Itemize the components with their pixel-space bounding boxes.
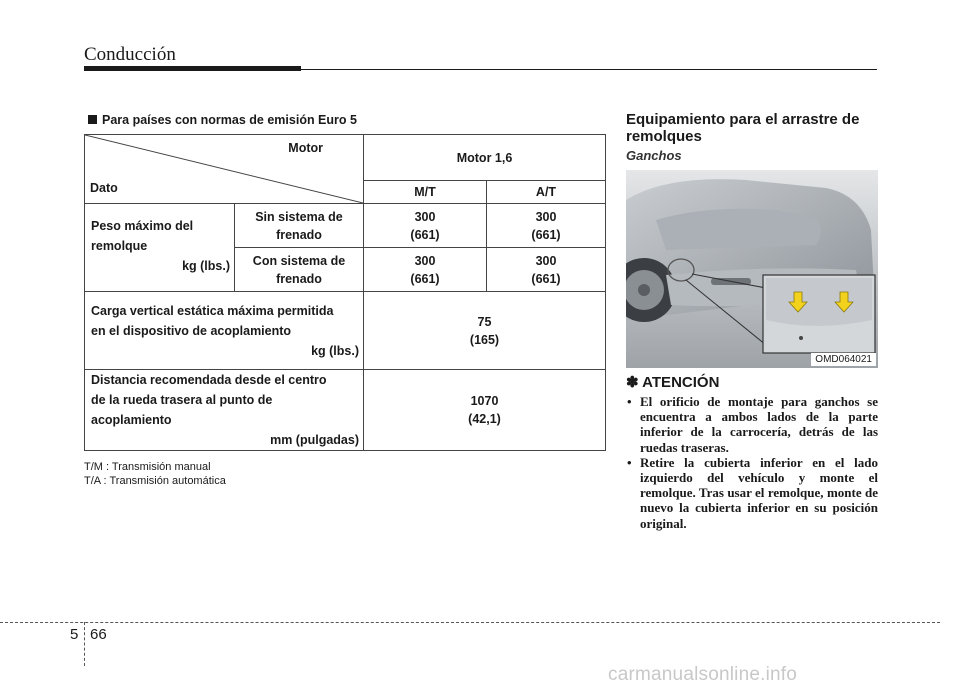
square-bullet-icon xyxy=(88,115,97,124)
braked-line2: frenado xyxy=(276,271,322,286)
title-line1: Equipamiento para el arrastre de xyxy=(626,111,860,128)
unbraked-at-value xyxy=(487,204,606,248)
corner-motor-label: Motor xyxy=(288,141,323,155)
tow-hook-photo xyxy=(626,170,878,368)
note-at: T/A : Transmisión automática xyxy=(84,475,226,487)
unbraked-at-lbs: (661) xyxy=(531,227,561,242)
vertical-line2: en el dispositivo de acoplamiento xyxy=(91,323,292,338)
section-heading xyxy=(88,113,357,127)
photo-caption: OMD064021 xyxy=(811,353,876,366)
corner-dato-label: Dato xyxy=(90,181,118,195)
warning-item: • Retire la cubierta inferior en el lado izquierdo del vehículo y monte el remolque. Tras usar el remolque, monte de nuevo la cubierta inferior en su posición original. xyxy=(626,455,878,531)
col-header-mt: M/T xyxy=(364,181,487,204)
footer-dashed-divider xyxy=(84,622,85,666)
vertical-lbs: (165) xyxy=(469,332,500,347)
page-number: 66 xyxy=(90,626,107,643)
vertical-load-value xyxy=(364,292,606,370)
hooks-subtitle: Ganchos xyxy=(626,148,682,163)
towing-spec-table xyxy=(84,134,606,451)
tow-weight-label xyxy=(85,204,235,292)
braked-at-lbs: (661) xyxy=(531,271,561,286)
braked-label xyxy=(235,248,364,292)
distance-label xyxy=(85,370,364,451)
warning-item: • El orificio de montaje para ganchos se encuentra a ambos lados de la parte inferior de la carrocería, detrás de las ruedas traseras. xyxy=(626,394,878,455)
distance-in: (42,1) xyxy=(468,412,501,426)
unbraked-mt-lbs: (661) xyxy=(410,227,440,242)
braked-mt-kg: 300 xyxy=(414,253,436,268)
unbraked-at-kg: 300 xyxy=(535,209,557,224)
towing-equipment-title xyxy=(626,111,886,145)
unbraked-label xyxy=(235,204,364,248)
tow-unit: kg (lbs.) xyxy=(182,259,230,273)
chapter-title: Conducción xyxy=(84,44,176,65)
vertical-unit: kg (lbs.) xyxy=(311,343,359,358)
watermark: carmanualsonline.info xyxy=(608,664,798,685)
tow-label-line1: Peso máximo del xyxy=(91,219,194,233)
braked-line1: Con sistema de xyxy=(252,253,346,268)
unbraked-mt-kg: 300 xyxy=(414,209,436,224)
braked-at-kg: 300 xyxy=(535,253,557,268)
unbraked-mt-value xyxy=(364,204,487,248)
note-mt: T/M : Transmisión manual xyxy=(84,461,211,473)
braked-mt-value xyxy=(364,248,487,292)
braked-mt-lbs: (661) xyxy=(410,271,440,286)
table-corner-cell xyxy=(85,135,364,204)
vertical-line1: Carga vertical estática máxima permitida xyxy=(91,303,334,318)
footer-dashed-rule xyxy=(0,622,940,623)
unbraked-line2: frenado xyxy=(276,227,322,242)
distance-line1: Distancia recomendada desde el centro xyxy=(91,373,327,387)
tow-label-line2: remolque xyxy=(91,239,148,253)
section-heading-text: Para países con normas de emisión Euro 5 xyxy=(102,113,357,127)
vertical-load-label xyxy=(85,292,364,370)
unbraked-line1: Sin sistema de xyxy=(255,209,343,224)
distance-value xyxy=(364,370,606,451)
distance-unit: mm (pulgadas) xyxy=(270,433,359,447)
warning-title: ✽ ATENCIÓN xyxy=(626,374,720,391)
distance-mm: 1070 xyxy=(470,394,499,408)
header-accent-bar xyxy=(84,66,301,71)
col-header-at: A/T xyxy=(487,181,606,204)
distance-line3: acoplamiento xyxy=(91,413,172,427)
section-number: 5 xyxy=(70,626,79,643)
vertical-kg: 75 xyxy=(477,314,492,329)
warning-list xyxy=(626,394,878,531)
braked-at-value xyxy=(487,248,606,292)
distance-line2: de la rueda trasera al punto de xyxy=(91,393,273,407)
car-rear-illustration xyxy=(626,170,878,368)
title-line2: remolques xyxy=(626,128,702,145)
engine-header: Motor 1,6 xyxy=(364,135,606,181)
